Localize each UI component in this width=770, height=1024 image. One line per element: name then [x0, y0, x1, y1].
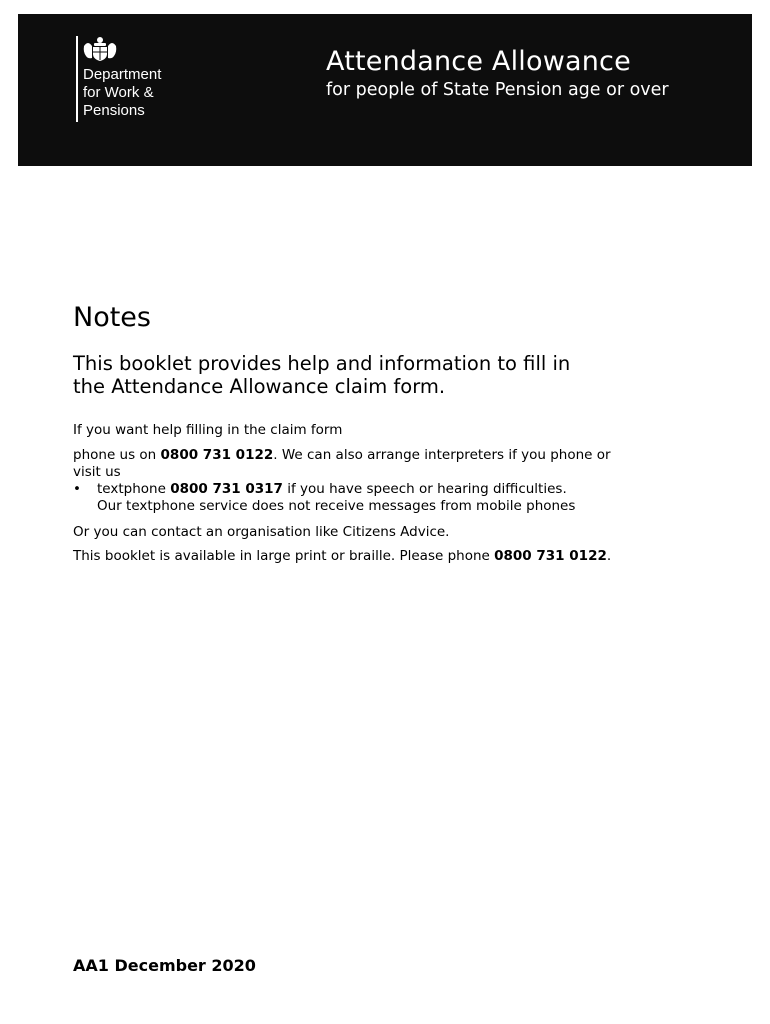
- department-line: for Work &: [83, 84, 154, 101]
- textphone-suffix: if you have speech or hearing difficulties.: [282, 481, 567, 497]
- intro-line: the Attendance Allowance claim form.: [73, 375, 446, 398]
- phone-number: 0800 731 0122: [160, 447, 274, 463]
- citizens-advice-text: Or you can contact an organisation like Citizens Advice.: [73, 524, 450, 540]
- phone-suffix: . We can also arrange interpreters if you phone or visit us: [73, 447, 611, 480]
- department-line: Pensions: [83, 102, 145, 119]
- large-print-suffix: .: [606, 548, 612, 564]
- royal-coat-of-arms-icon: [82, 36, 118, 62]
- phone-prefix: phone us on: [73, 447, 161, 463]
- page-title: Notes: [73, 302, 151, 333]
- large-print-prefix: This booklet is available in large print or braille. Please phone: [73, 548, 495, 564]
- intro-text: [73, 352, 633, 398]
- help-intro: If you want help filling in the claim form: [73, 422, 343, 438]
- form-subtitle: for people of State Pension age or over: [326, 80, 669, 100]
- department-divider: [76, 36, 78, 122]
- bullet-text: [97, 481, 637, 515]
- textphone-number: 0800 731 0317: [170, 481, 283, 497]
- textphone-prefix: textphone: [97, 481, 171, 497]
- bullet-marker: •: [73, 481, 81, 497]
- department-name: [83, 66, 161, 120]
- phone-paragraph: [73, 447, 633, 481]
- large-print-paragraph: [73, 548, 633, 565]
- textphone-note: Our textphone service does not receive messages from mobile phones: [97, 498, 576, 514]
- large-print-number: 0800 731 0122: [494, 548, 607, 564]
- department-line: Department: [83, 66, 162, 83]
- intro-line: This booklet provides help and information to fill in: [73, 352, 571, 375]
- form-title: Attendance Allowance: [326, 46, 631, 77]
- form-code: AA1 December 2020: [73, 956, 256, 975]
